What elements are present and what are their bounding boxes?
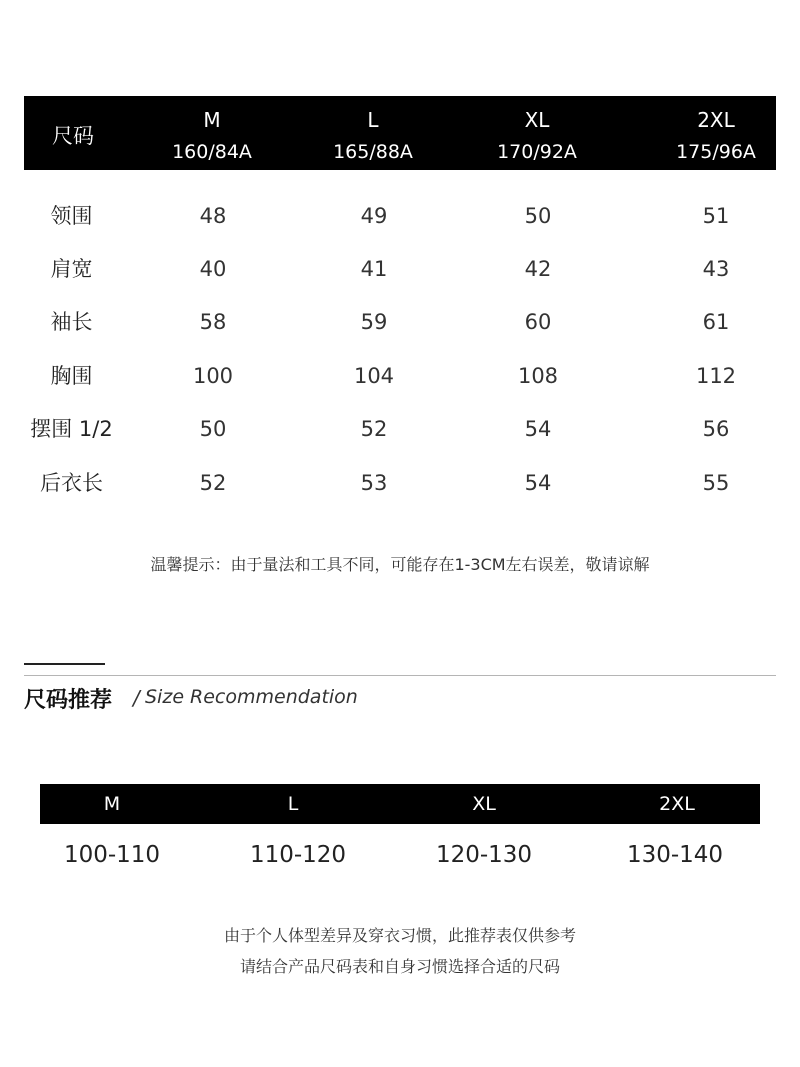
row-value: 60	[524, 310, 552, 334]
size-column-name: L	[367, 108, 379, 132]
section-accent-rule	[24, 663, 105, 665]
row-value: 54	[524, 471, 552, 495]
row-value: 55	[702, 471, 730, 495]
recommendation-subtitle: Size Recommendation	[145, 686, 358, 708]
size-column-spec: 165/88A	[333, 141, 413, 163]
row-value: 48	[199, 204, 227, 228]
size-column-xl	[467, 104, 607, 168]
row-value: 50	[524, 204, 552, 228]
rec-size-2xl: 2XL	[659, 793, 695, 815]
size-header-label: 尺码	[52, 124, 94, 148]
row-value: 61	[702, 310, 730, 334]
row-value: 40	[199, 257, 227, 281]
rec-size-xl: XL	[472, 793, 496, 815]
rec-range: 130-140	[626, 842, 724, 868]
recommendation-header	[40, 784, 760, 824]
size-column-name: M	[203, 108, 221, 132]
rec-range: 120-130	[435, 842, 533, 868]
row-label: 后衣长	[40, 471, 103, 495]
size-table-header	[24, 96, 776, 170]
row-value: 52	[199, 471, 227, 495]
table-row	[0, 196, 800, 236]
row-value: 108	[517, 364, 559, 388]
recommendation-note-line2: 请结合产品尺码表和自身习惯选择合适的尺码	[239, 957, 560, 976]
row-label: 肩宽	[50, 257, 93, 281]
row-value: 56	[702, 417, 730, 441]
size-column-spec: 175/96A	[676, 141, 756, 163]
row-value: 58	[199, 310, 227, 334]
table-row	[0, 302, 800, 342]
row-value: 59	[360, 310, 388, 334]
rec-range: 100-110	[63, 842, 161, 868]
row-value: 100	[192, 364, 234, 388]
table-row	[0, 249, 800, 289]
row-value: 52	[360, 417, 388, 441]
size-column-m	[142, 104, 282, 168]
size-column-spec: 170/92A	[497, 141, 577, 163]
row-value: 42	[524, 257, 552, 281]
row-value: 43	[702, 257, 730, 281]
row-label: 领围	[50, 204, 93, 228]
size-column-2xl	[646, 104, 786, 168]
table-row	[0, 409, 800, 449]
size-column-name: 2XL	[697, 108, 735, 132]
recommendation-note-line1: 由于个人体型差异及穿衣习惯，此推荐表仅供参考	[223, 926, 576, 945]
row-label: 袖长	[50, 310, 93, 334]
row-value: 112	[695, 364, 737, 388]
table-row	[0, 356, 800, 396]
title-separator: /	[133, 686, 140, 710]
size-column-name: XL	[524, 108, 550, 132]
row-label: 胸围	[50, 364, 93, 388]
row-value: 53	[360, 471, 388, 495]
row-label: 摆围 1/2	[30, 417, 113, 441]
rec-range: 110-120	[249, 842, 347, 868]
size-column-l	[303, 104, 443, 168]
row-value: 41	[360, 257, 388, 281]
row-value: 51	[702, 204, 730, 228]
row-value: 50	[199, 417, 227, 441]
row-value: 104	[353, 364, 395, 388]
row-value: 49	[360, 204, 388, 228]
rec-size-m: M	[103, 793, 121, 815]
section-divider	[24, 675, 776, 676]
measurement-tip: 温馨提示：由于量法和工具不同，可能存在1-3CM左右误差，敬请谅解	[150, 555, 650, 574]
size-column-spec: 160/84A	[172, 141, 252, 163]
row-value: 54	[524, 417, 552, 441]
table-row	[0, 463, 800, 503]
rec-size-l: L	[287, 793, 299, 815]
recommendation-title: 尺码推荐	[24, 688, 113, 713]
